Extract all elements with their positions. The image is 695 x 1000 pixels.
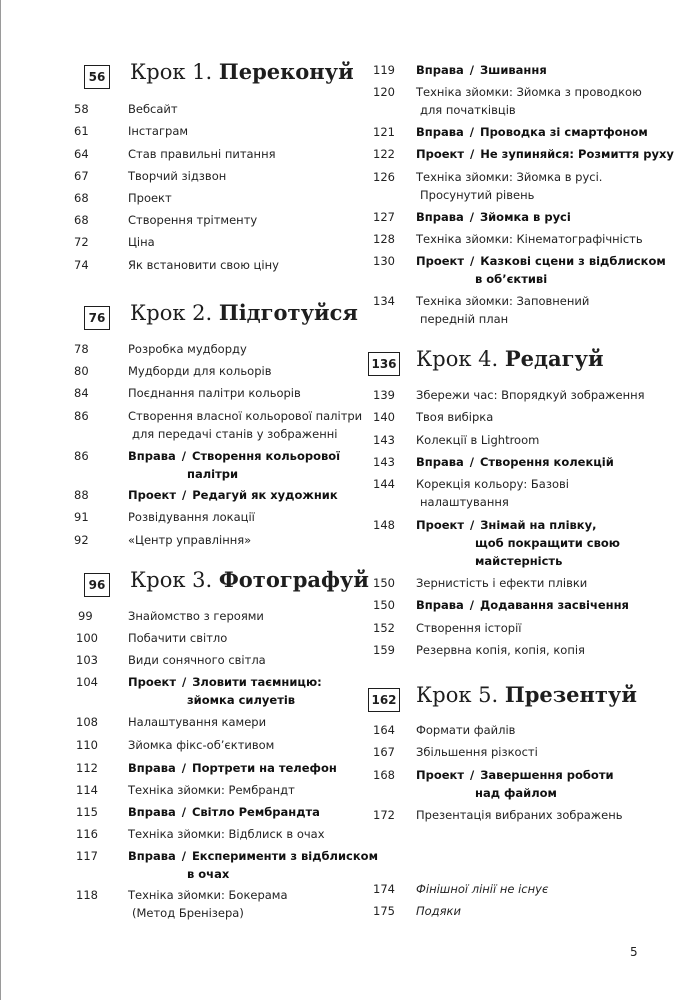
chapter-page-box: 162 [368, 688, 400, 712]
chapter-title: Крок 1. Переконуй [130, 59, 354, 84]
chapter-title: Крок 4. Редагуй [416, 346, 604, 371]
chapter-page-box: 56 [84, 65, 110, 89]
chapter-page-box: 76 [84, 306, 110, 330]
chapter-title: Крок 2. Підготуйся [130, 300, 358, 325]
chapter-page-box: 96 [84, 573, 110, 597]
page-number: 5 [630, 945, 638, 959]
chapter-title: Крок 3. Фотографуй [130, 567, 369, 592]
chapter-title: Крок 5. Презентуй [416, 682, 637, 707]
chapter-page-box: 136 [368, 352, 400, 376]
page-edge-rule [0, 0, 1, 1000]
